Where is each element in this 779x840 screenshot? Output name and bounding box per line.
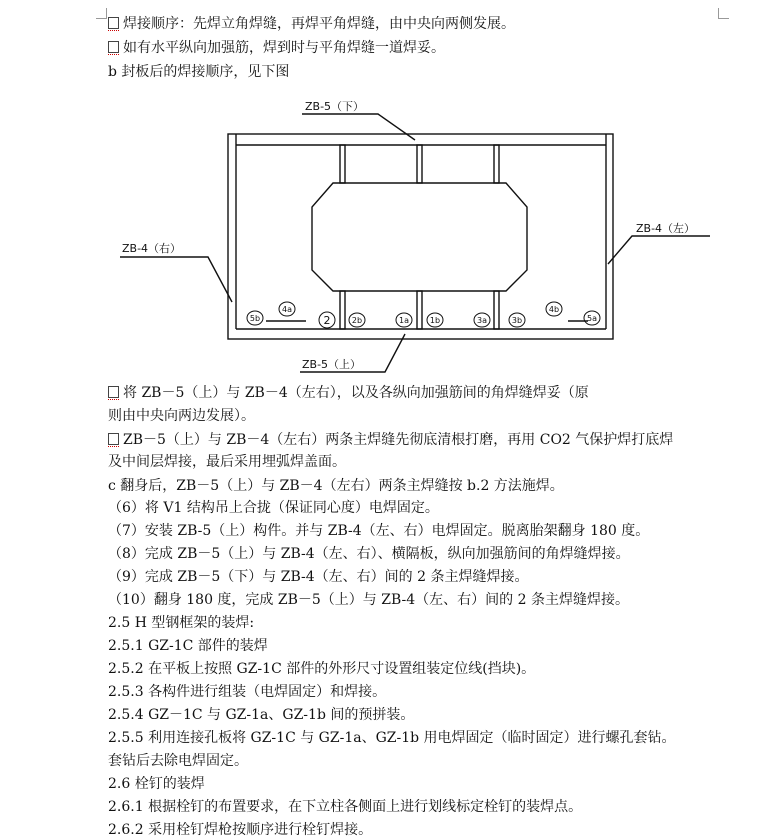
step-item: （7）安装 ZB-5（上）构件。并与 ZB-4（左、右）电焊固定。脱离胎架翻身 180 度。 (108, 523, 650, 539)
weld-seq-label: 2b (351, 316, 363, 325)
section-heading: 2.6 栓钉的装焊 (108, 776, 205, 792)
paragraph: 及中间层焊接，最后采用埋弧焊盖面。 (108, 454, 346, 470)
subsection-item: 2.5.3 各构件进行组装（电焊固定）和焊接。 (108, 684, 387, 700)
paragraph: c 翻身后，ZB－5（上）与 ZB－4（左右）两条主焊缝按 b.2 方法施焊。 (108, 478, 564, 494)
stiffener-bottom (494, 291, 499, 329)
paragraph-text: 将 ZB－5（上）与 ZB－4（左右），以及各纵向加强筋间的角焊缝焊妥（原 (123, 385, 589, 401)
leader-top (302, 114, 415, 140)
weld-seq-label: 1b (429, 316, 441, 325)
paragraph: b 封板后的焊接顺序，见下图 (108, 64, 290, 80)
stiffener-top (494, 145, 499, 183)
subsection-item: 2.5.2 在平板上按照 GZ-1C 部件的外形尺寸设置组装定位线(挡块)。 (108, 661, 536, 677)
checkbox-bullet-icon (108, 386, 119, 398)
leader-right (608, 236, 710, 264)
bullet-paragraph (108, 383, 589, 403)
leader-left (120, 257, 232, 302)
label-zb4-left: ZB-4（左） (636, 222, 696, 235)
weld-seq-label: 5a (587, 314, 597, 323)
subsection-item: 2.5.4 GZ－1C 与 GZ-1a、GZ-1b 间的预拼装。 (108, 707, 415, 723)
weld-seq-label: 4b (548, 305, 560, 314)
step-item: （8）完成 ZB－5（上）与 ZB-4（左、右）、横隔板，纵向加强筋间的角焊缝焊接。 (108, 546, 630, 562)
weld-seq-label: 5b (249, 314, 261, 323)
paragraph: 则由中央向两边发展）。 (108, 408, 255, 424)
octagon-opening (312, 183, 527, 291)
stiffener-top (417, 145, 422, 183)
weld-seq-label: 2 (323, 314, 331, 327)
paragraph: 套钻后去除电焊固定。 (108, 753, 248, 769)
label-zb5-bottom: ZB-5（上） (302, 358, 362, 371)
weld-seq-label: 3a (477, 316, 487, 325)
subsection-item: 2.5.1 GZ-1C 部件的装焊 (108, 638, 268, 654)
checkbox-bullet-icon (108, 433, 119, 445)
stiffener-top (340, 145, 345, 183)
subsection-item: 2.5.5 利用连接孔板将 GZ-1C 与 GZ-1a、GZ-1b 用电焊固定（临时固定）进行螺孔套钻。 (108, 730, 676, 746)
weld-sequence-diagram (0, 0, 779, 380)
paragraph-text: ZB－5（上）与 ZB－4（左右）两条主焊缝先彻底清根打磨，再用 CO2 气保护焊打底焊 (123, 432, 674, 448)
paragraph-text: 焊接顺序：先焊立角焊缝，再焊平角焊缝，由中央向两侧发展。 (123, 16, 515, 32)
weld-seq-label: 3b (511, 316, 523, 325)
stiffener-bottom (340, 291, 345, 329)
step-item: （9）完成 ZB－5（下）与 ZB-4（左、右）间的 2 条主焊缝焊接。 (108, 569, 529, 585)
bullet-paragraph (108, 430, 673, 450)
stiffener-bottom (417, 291, 422, 329)
step-item: （6）将 V1 结构吊上合拢（保证同心度）电焊固定。 (108, 500, 439, 516)
weld-seq-label: 1a (399, 316, 409, 325)
weld-seq-label: 4a (282, 305, 292, 314)
paragraph-text: 如有水平纵向加强筋，焊到时与平角焊缝一道焊妥。 (123, 40, 445, 56)
label-zb5-top: ZB-5（下） (305, 100, 365, 113)
label-zb4-right: ZB-4（右） (122, 242, 182, 255)
step-item: （10）翻身 180 度，完成 ZB－5（上）与 ZB-4（左、右）间的 2 条主焊缝焊接。 (108, 592, 629, 608)
subsection-item: 2.6.1 根据栓钉的布置要求，在下立柱各侧面上进行划线标定栓钉的装焊点。 (108, 799, 583, 815)
subsection-item: 2.6.2 采用栓钉焊枪按顺序进行栓钉焊接。 (108, 822, 373, 838)
section-heading: 2.5 H 型钢框架的装焊: (108, 615, 255, 631)
